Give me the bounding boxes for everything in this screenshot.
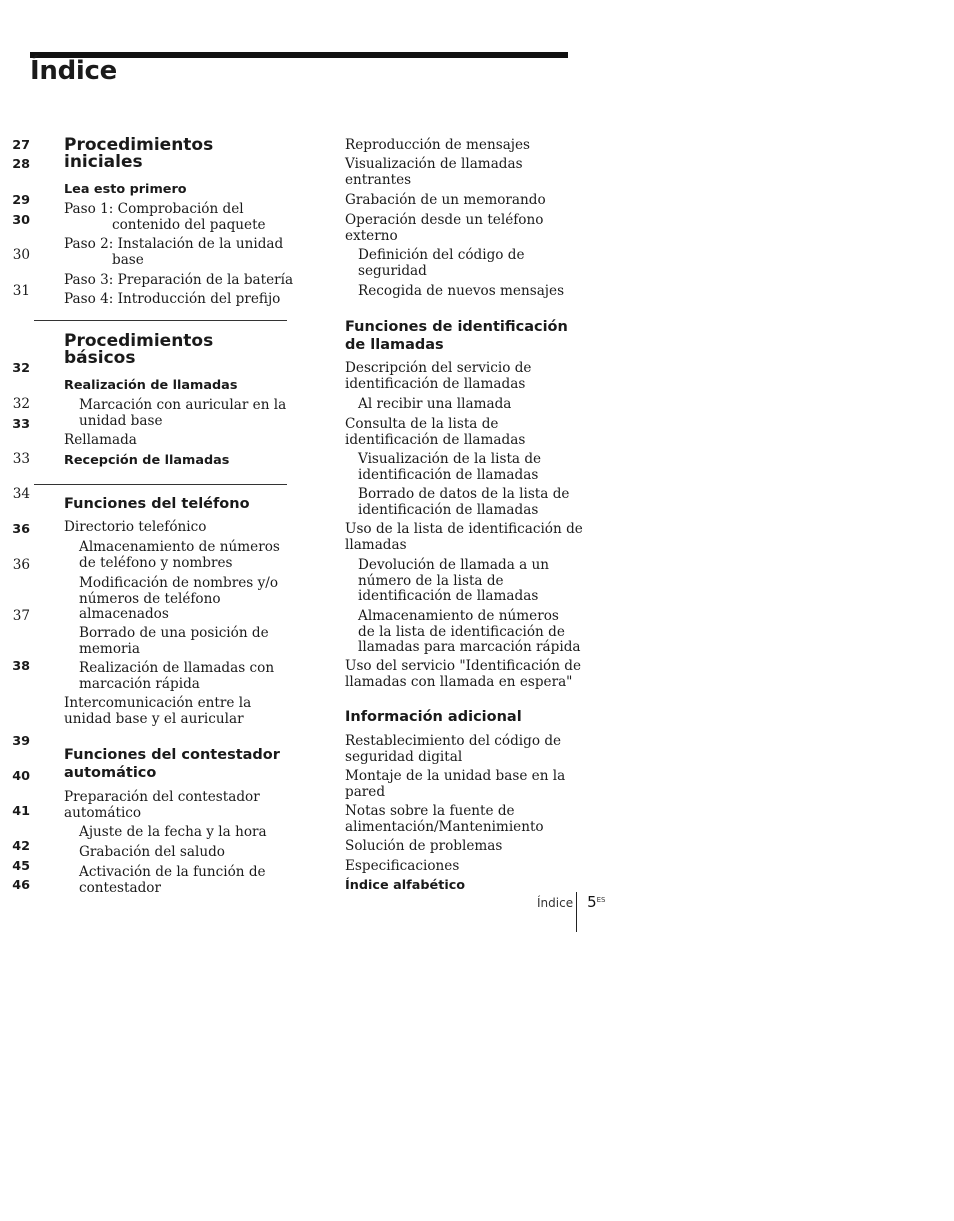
toc-entry-line: Paso 3: Preparación de la batería (64, 272, 294, 288)
toc-entry-line: identificación de llamadas (358, 501, 539, 518)
toc-entry-title (345, 138, 600, 154)
page-ref: 36 (12, 557, 30, 573)
toc-entry-title (345, 859, 600, 875)
toc-entry-line: Almacenamiento de números (358, 608, 559, 624)
footer-label: Índice (537, 896, 574, 910)
section-heading: Información adicional (345, 709, 522, 725)
page-ref: 45 (12, 859, 30, 874)
toc-entry-line: externo (345, 227, 398, 244)
toc-entry-line: almacenados (79, 606, 169, 622)
toc-entry-title (345, 804, 600, 835)
toc-entry-line: Directorio telefónico (64, 519, 207, 535)
toc-entry-line: Montaje de la unidad base en la (345, 768, 566, 784)
page-ref: 33 (12, 417, 30, 432)
toc-entry-line: automático (64, 804, 142, 821)
page-footer (537, 893, 606, 911)
toc-entry-title (79, 661, 295, 692)
toc-entry-line: Rellamada (64, 432, 137, 448)
toc-entry-line: Recogida de nuevos mensajes (358, 283, 565, 299)
toc-entry-title (358, 397, 600, 413)
toc-entry-title (64, 202, 295, 233)
toc-entry-title (358, 558, 600, 605)
toc-entry-line: Paso 4: Introducción del prefijo (64, 291, 281, 307)
page-ref: 29 (12, 193, 30, 208)
toc-entry-title (64, 292, 295, 308)
toc-entry-line: Borrado de una posición de (79, 625, 269, 641)
toc-entry-line: Intercomunicación entre la (64, 695, 252, 711)
page-title: Índice (30, 56, 117, 86)
toc-entry-title (64, 520, 295, 536)
toc-entry-line: Solución de problemas (345, 838, 503, 854)
page-ref: 27 (12, 138, 30, 153)
toc-entry-line: contestador (79, 879, 161, 896)
toc-entry-line: Reproducción de mensajes (345, 137, 531, 153)
toc-entry-line: Uso del servicio "Identificación de (345, 658, 582, 674)
section-heading: Funciones del teléfono (64, 496, 250, 512)
toc-entry-title (64, 696, 295, 727)
toc-entry-line: llamadas para marcación rápida (358, 639, 581, 655)
language-code: ES (596, 896, 606, 904)
section-heading: Funciones de identificación de llamadas (345, 319, 568, 353)
toc-entry-line: memoria (79, 640, 140, 657)
toc-entry-title (64, 237, 295, 268)
toc-entry-line: número de la lista de (358, 572, 504, 589)
toc-entry-line: Índice alfabético (345, 878, 466, 893)
toc-entry-line: Uso de la lista de identificación de (345, 521, 583, 537)
toc-entry-line: identificación de llamadas (345, 431, 526, 448)
toc-entry-title (358, 609, 600, 656)
toc-entry-title (79, 576, 295, 623)
toc-entry-line: Recepción de llamadas (64, 453, 230, 468)
toc-entry-title (345, 769, 600, 800)
toc-entry-line: pared (345, 783, 386, 800)
toc-entry-title (345, 361, 600, 392)
page-ref: 34 (12, 486, 30, 502)
page-ref: 39 (12, 734, 30, 749)
toc-entry-line: Borrado de datos de la lista de (358, 486, 570, 502)
toc-entry-line: Almacenamiento de números (79, 539, 280, 555)
toc-entry-line: Visualización de llamadas (345, 156, 523, 172)
toc-entry-title (64, 182, 295, 198)
page-ref: 28 (12, 157, 30, 172)
footer-divider (576, 892, 577, 932)
toc-entry-line: identificación de llamadas (358, 588, 539, 604)
toc-entry-title (345, 157, 600, 188)
section-divider (34, 484, 287, 485)
toc-entry-line: Paso 1: Comprobación del (64, 201, 244, 217)
section-divider (34, 320, 287, 321)
toc-entry-line: de teléfono y nombres (79, 554, 233, 571)
toc-entry-title (64, 273, 295, 289)
toc-entry-title (345, 734, 600, 765)
toc-entry-line: Definición del código de (358, 247, 525, 263)
toc-entry-line: llamadas con llamada en espera" (345, 673, 573, 690)
toc-entry-title (64, 433, 295, 449)
toc-entry-line: Al recibir una llamada (358, 396, 512, 412)
toc-entry-line: Grabación del saludo (79, 844, 225, 860)
toc-entry-title (358, 284, 600, 300)
toc-entry-line: unidad base (79, 412, 163, 429)
toc-entry-line: Notas sobre la fuente de (345, 803, 515, 819)
toc-entry-line: entrantes (345, 171, 412, 188)
page-ref: 41 (12, 804, 30, 819)
page-ref: 46 (12, 878, 30, 893)
page-ref: 36 (12, 522, 30, 537)
toc-entry-line: Paso 2: Instalación de la unidad (64, 236, 284, 252)
toc-entry-line: Activación de la función de (79, 864, 266, 880)
toc-entry-title (345, 522, 600, 553)
toc-entry-line: Modificación de nombres y/o (79, 575, 279, 591)
toc-entry-line: Operación desde un teléfono (345, 212, 544, 228)
toc-entry-title (345, 213, 600, 244)
page-ref: 38 (12, 659, 30, 674)
toc-entry-title (345, 193, 600, 209)
toc-entry-line: marcación rápida (79, 675, 200, 692)
toc-entry-title (64, 790, 295, 821)
page-ref: 31 (12, 283, 30, 299)
toc-entry-title (345, 659, 600, 690)
toc-entry-line: unidad base y el auricular (64, 710, 244, 727)
section-heading: Procedimientos iniciales (64, 135, 214, 172)
toc-entry-title (64, 453, 295, 469)
section-heading: Procedimientos básicos (64, 331, 214, 368)
toc-entry-title (79, 626, 295, 657)
page-ref: 32 (12, 396, 30, 412)
page-ref: 33 (12, 451, 30, 467)
page-ref: 40 (12, 769, 30, 784)
toc-entry-title (358, 452, 600, 483)
toc-entry-line: contenido del paquete (112, 216, 266, 233)
toc-entry-line: Devolución de llamada a un (358, 557, 550, 573)
toc-entry-line: Descripción del servicio de (345, 360, 532, 376)
page-ref: 32 (12, 361, 30, 376)
toc-entry-line: base (112, 251, 144, 268)
toc-entry-line: llamadas (345, 536, 407, 553)
toc-entry-line: seguridad digital (345, 748, 463, 765)
toc-entry-line: Grabación de un memorando (345, 192, 546, 208)
toc-entry-line: números de teléfono (79, 590, 221, 607)
toc-entry-line: Ajuste de la fecha y la hora (79, 824, 267, 840)
toc-entry-line: Lea esto primero (64, 182, 187, 197)
toc-entry-line: Realización de llamadas con (79, 660, 275, 676)
toc-entry-line: Consulta de la lista de (345, 416, 499, 432)
toc-entry-title (345, 839, 600, 855)
toc-entry-line: identificación de llamadas (345, 375, 526, 392)
toc-entry-line: Marcación con auricular en la (79, 397, 287, 413)
page-ref: 37 (12, 608, 30, 624)
toc-entry-line: Visualización de la lista de (358, 451, 542, 467)
toc-entry-title (358, 248, 600, 279)
toc-entry-line: seguridad (358, 262, 427, 279)
page-ref: 42 (12, 839, 30, 854)
toc-entry-title (79, 845, 295, 861)
toc-entry-line: identificación de llamadas (358, 466, 539, 483)
toc-entry-line: de la lista de identificación de (358, 623, 565, 640)
section-heading: Funciones del contestador automático (64, 747, 280, 781)
toc-entry-title (79, 865, 295, 896)
toc-entry-line: Especificaciones (345, 858, 460, 874)
toc-entry-title (345, 417, 600, 448)
page-ref: 30 (12, 247, 30, 263)
toc-entry-line: alimentación/Mantenimiento (345, 818, 544, 835)
toc-entry-line: Restablecimiento del código de (345, 733, 562, 749)
page-number: 5 (587, 893, 597, 911)
toc-entry-title (345, 878, 600, 894)
toc-entry-title (79, 540, 295, 571)
toc-entry-title (79, 398, 295, 429)
toc-entry-title (79, 825, 295, 841)
toc-entry-line: Realización de llamadas (64, 378, 238, 393)
toc-entry-title (64, 378, 295, 394)
toc-entry-title (358, 487, 600, 518)
page-ref: 30 (12, 213, 30, 228)
toc-entry-line: Preparación del contestador (64, 789, 260, 805)
